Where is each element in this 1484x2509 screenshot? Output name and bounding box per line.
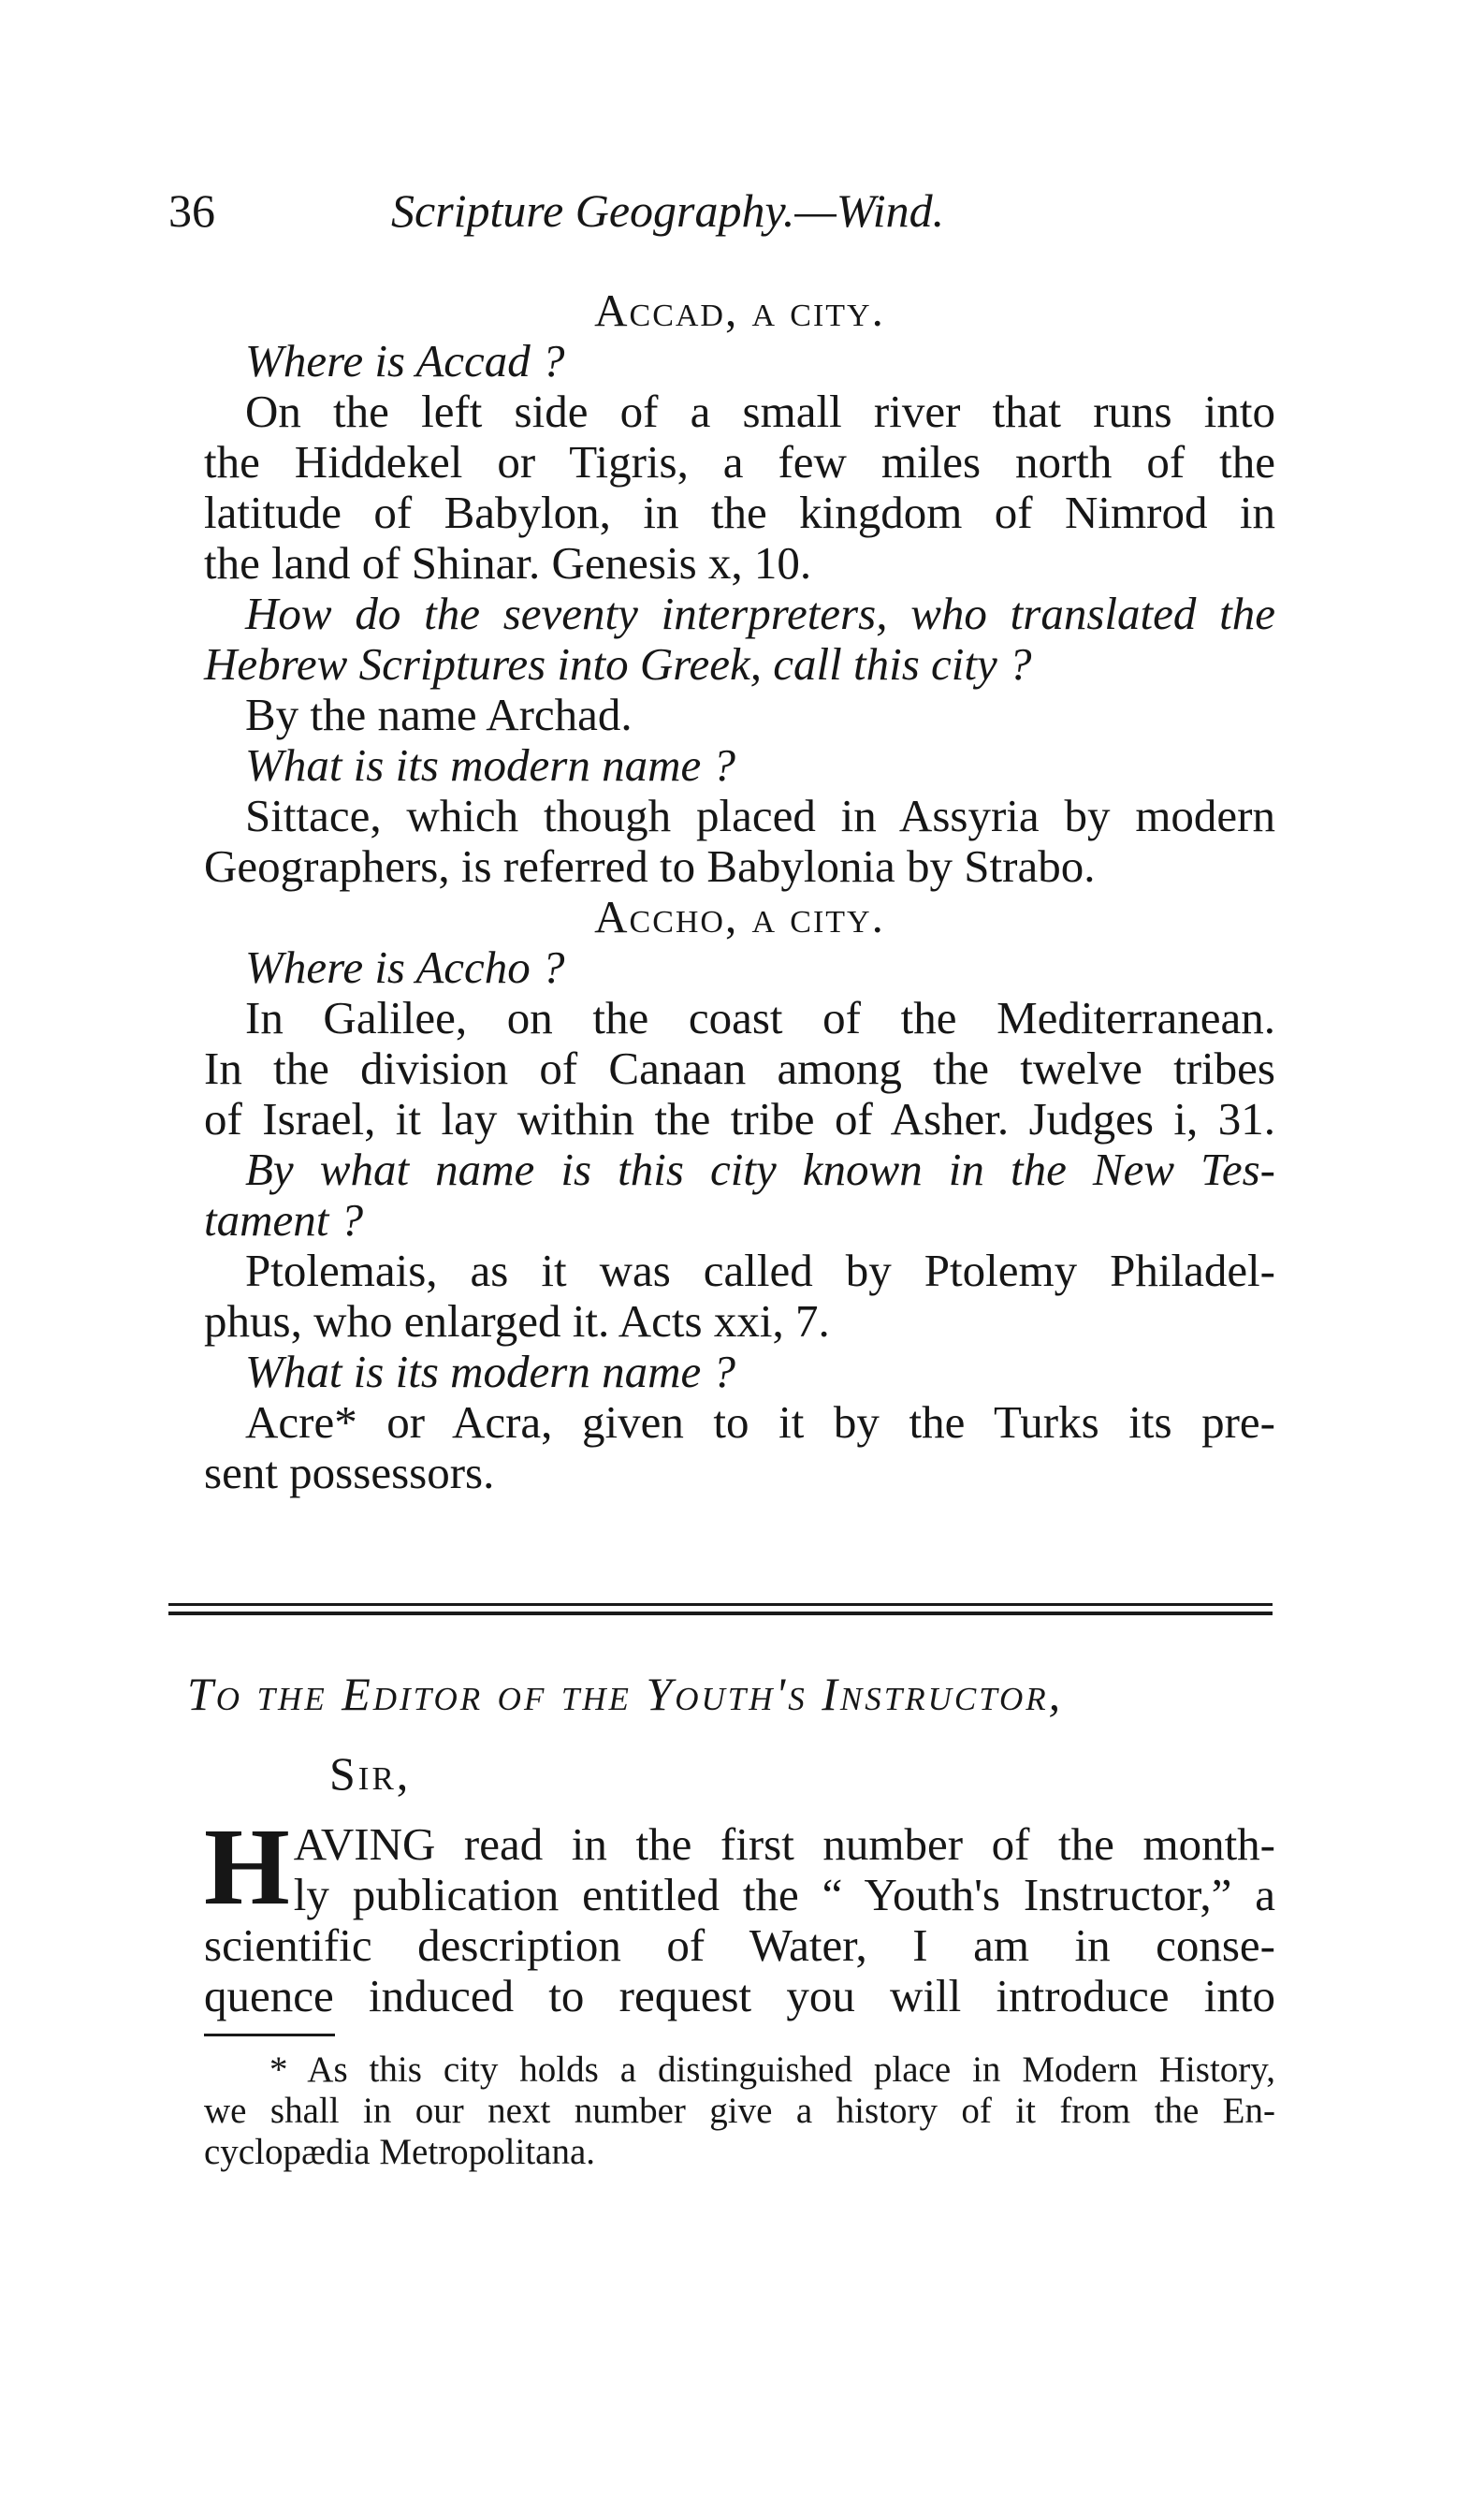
question-accad-seventy: How do the seventy interpreters, who translated the <box>245 588 1275 639</box>
section-divider <box>168 1603 1273 1616</box>
question-accad-where: Where is Accad ? <box>245 335 565 387</box>
running-title: Scripture Geography.—Wind. <box>391 184 945 237</box>
article-scripture-geography <box>204 285 1275 1498</box>
question-accad-modern: What is its modern name ? <box>245 739 735 791</box>
letter-salutation: Sir, <box>329 1747 412 1800</box>
answer-line: In the division of Canaan among the twelve tribes <box>204 1043 1275 1094</box>
question-accho-where: Where is Accho ? <box>245 941 565 993</box>
answer-line: latitude of Babylon, in the kingdom of Nimrod in <box>204 487 1275 538</box>
letter-line: quence induced to request you will introduce into <box>204 1970 1275 2021</box>
entry-heading-accad: Accad, a city. <box>594 284 885 336</box>
answer-line: Acre* or Acra, given to it by the Turks its pre- <box>245 1396 1275 1448</box>
footnote-line: cyclopædia Metropolitana. <box>204 2132 596 2172</box>
answer-line: the Hiddekel or Tigris, a few miles north of the <box>204 436 1275 488</box>
answer-line: Sittace, which though placed in Assyria by modern <box>245 790 1275 841</box>
answer-line: sent possessors. <box>204 1447 495 1498</box>
answer-line: of Israel, it lay within the tribe of Asher. Judges i, 31. <box>204 1093 1275 1145</box>
question-accho-modern: What is its modern name ? <box>245 1346 735 1397</box>
footnote-rule <box>204 2034 335 2036</box>
entry-heading-accho: Accho, a city. <box>594 891 885 942</box>
letter-line: ly publication entitled the “ Youth's Instructor,” a <box>293 1869 1275 1920</box>
answer-line: phus, who enlarged it. Acts xxi, 7. <box>204 1295 830 1347</box>
letter-line: AVING read in the first number of the month- <box>293 1818 1275 1870</box>
letter-line: scientific description of Water, I am in conse- <box>204 1919 1275 1971</box>
footnote-line: we shall in our next number give a history of it from the En- <box>204 2091 1275 2131</box>
running-head <box>168 178 1291 243</box>
drop-cap: H <box>204 1805 290 1928</box>
question-accad-seventy-cont: Hebrew Scriptures into Greek, call this city ? <box>204 638 1032 690</box>
answer-line: By the name Archad. <box>245 689 633 740</box>
divider-thin-rule <box>168 1603 1273 1606</box>
answer-line: In Galilee, on the coast of the Mediterranean. <box>245 992 1275 1043</box>
answer-line: the land of Shinar. Genesis x, 10. <box>204 537 812 589</box>
answer-line: Ptolemais, as it was called by Ptolemy Philadel- <box>245 1245 1275 1296</box>
page-number: 36 <box>168 184 215 237</box>
footnote-line: * As this city holds a distinguished place in Modern History, <box>269 2050 1275 2090</box>
answer-line: Geographers, is referred to Babylonia by Strabo. <box>204 840 1096 892</box>
letter-heading: To the Editor of the Youth's Instructor, <box>187 1668 1064 1720</box>
answer-line: On the left side of a small river that runs into <box>245 386 1275 437</box>
letter-body <box>204 1805 1275 2021</box>
question-accho-new-testament-cont: tament ? <box>204 1194 364 1246</box>
question-accho-new-testament: By what name is this city known in the New Tes- <box>245 1144 1275 1195</box>
footnote <box>204 2050 1275 2173</box>
divider-thick-rule <box>168 1612 1273 1615</box>
